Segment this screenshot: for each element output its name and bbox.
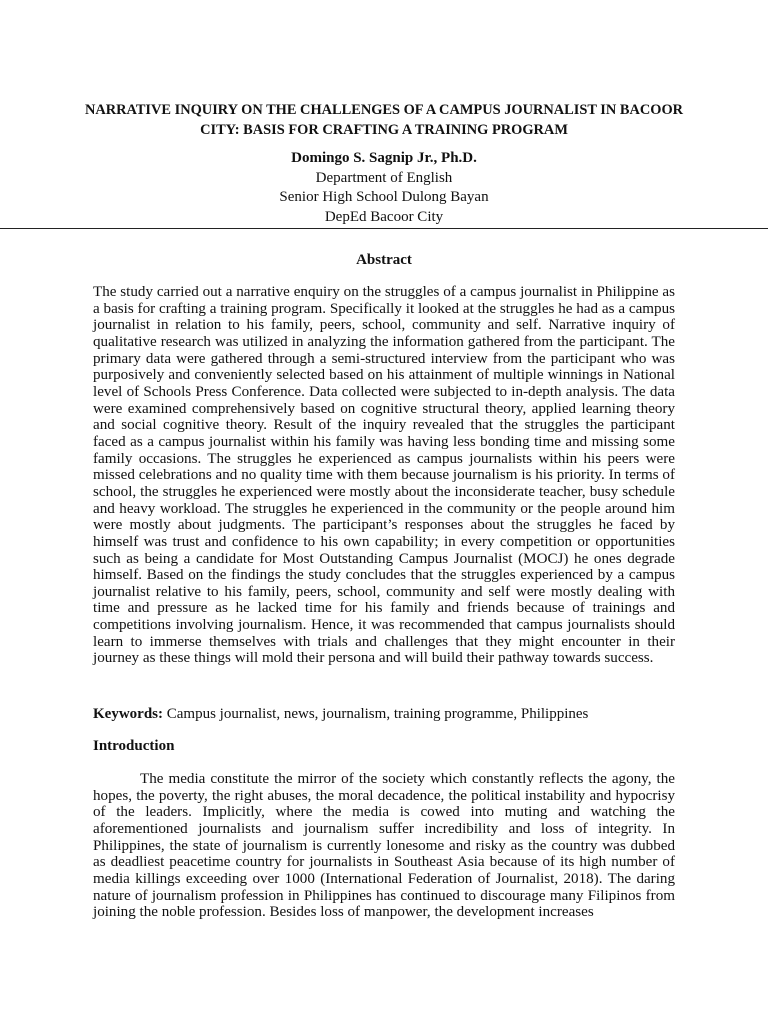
author-block: [80, 149, 688, 227]
abstract-text: The study carried out a narrative enquiry on the struggles of a campus journalist in Philippine as a basis for crafting a training program. Specifically it looked at the struggles he had as a campus journalist in relation to his family, peers, school, community and self. Narrative inquiry of qualitative research was utilized in analyzing the information gathered from the participant. The primary data were gathered through a semi-structured interview from the participant who was purposively and conveniently selected based on his attainment of multiple winnings in National level of Schools Press Conference. Data collected were subjected to in-depth analysis. The data were examined comprehensively based on cognitive structural theory, applied learning theory and social cognitive theory. Result of the inquiry revealed that the struggles the participant faced as a campus journalist within his family was having less bonding time and missing some family occasions. The struggles he experienced as campus journalists within his peers were missed celebrations and no quality time with them because journalism is his priority. In terms of school, the struggles he experienced were mostly about the inconsiderate teacher, busy schedule and heavy workload. The struggles he experienced in the community or the people around him were mostly about judgments. The participant’s responses about the struggles he faced by himself was trust and confidence to his own capability; in every competition or opportunities such as being a candidate for Most Outstanding Campus Journalist (MOCJ) he ones degrade himself. Based on the findings the study concludes that the struggles experienced by a campus journalist relative to his family, peers, school, community and self were mostly dealing with time and pressure as he lacked time for his family and friends because of trainings and competitions involving journalism. Hence, it was recommended that campus journalists should learn to immerse themselves with trials and challenges that they might encounter in their journey as these things will mold their persona and will build their pathway towards success.: [93, 284, 675, 667]
keywords-line: [93, 705, 675, 723]
keywords-list: Campus journalist, news, journalism, training programme, Philippines: [166, 706, 589, 722]
abstract-heading: Abstract: [356, 252, 412, 268]
introduction-text: The media constitute the mirror of the society which constantly reflects the agony, the hopes, the poverty, the right abuses, the moral decadence, the political instability and hypocrisy of the leaders. Implicitly, where the media is cowed into muting and watching the aforementioned journalists and journalism suffer incredibility and loss of integrity. In Philippines, the state of journalism is currently lonesome and risky as the country was dubbed as deadliest peacetime country for journalists in Southeast Asia because of its high number of media killings exceeding over 1000 (International Federation of Journalist, 2018). The daring nature of journalism profession in Philippines has continued to discourage many Filipinos from joining the noble profession. Besides loss of manpower, the development increases: [93, 771, 675, 921]
affiliation-division: DepEd Bacoor City: [324, 208, 444, 225]
affiliation-school: Senior High School Dulong Bayan: [279, 189, 489, 205]
introduction-heading: Introduction: [93, 738, 175, 754]
author-name: Domingo S. Sagnip Jr., Ph.D.: [291, 150, 477, 166]
affiliation-department: Department of English: [315, 169, 453, 186]
header-divider: [0, 228, 768, 229]
keywords-label: Keywords:: [93, 706, 163, 722]
paper-title: NARRATIVE INQUIRY ON THE CHALLENGES OF A CAMPUS JOURNALIST IN BACOOR CITY: BASIS FOR CRAFTING A TRAINING PROGRAM: [84, 102, 684, 138]
